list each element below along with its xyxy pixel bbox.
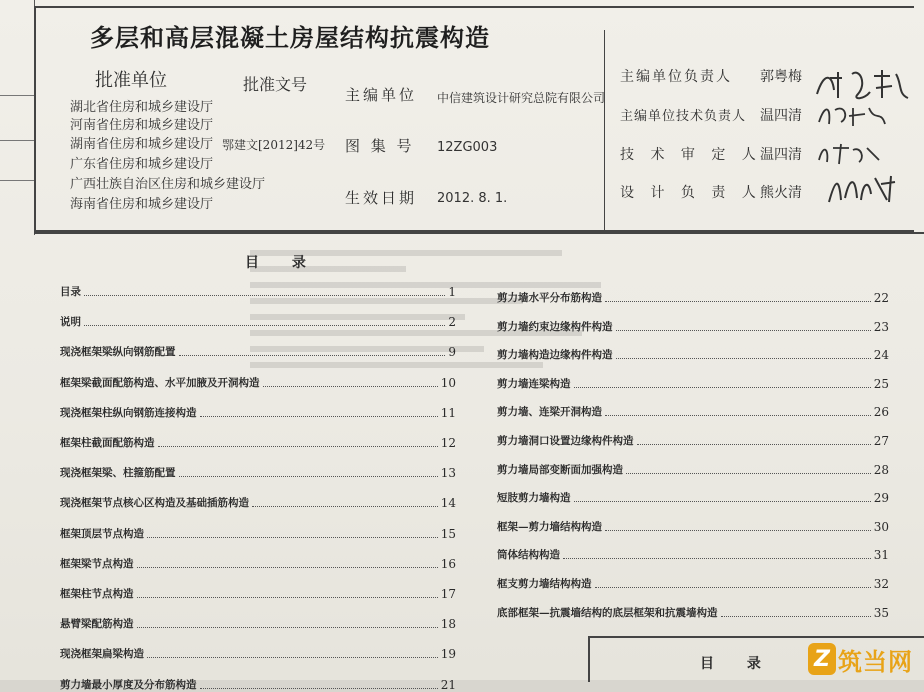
toc-entry-page: 14	[440, 496, 456, 511]
toc-entry-page: 28	[873, 462, 889, 477]
toc-leader-dots	[563, 557, 871, 559]
toc-entry	[497, 347, 889, 362]
toc-entry	[60, 405, 456, 420]
toc-entry-title: 剪力墙约束边缘构件构造	[497, 320, 613, 333]
watermark-logo	[808, 641, 920, 677]
province-6: 海南省住房和城乡建设厅	[70, 197, 214, 212]
toc-leader-dots	[605, 414, 871, 416]
chief-editor-name: 郭粤梅	[760, 69, 802, 85]
strip-cell	[0, 95, 34, 141]
toc-leader-dots	[200, 687, 438, 689]
signature-2	[815, 100, 895, 130]
toc-entry-page: 16	[440, 556, 456, 571]
atlas-no-value: 12ZG003	[437, 140, 498, 155]
toc-leader-dots	[137, 566, 438, 568]
toc-entry	[60, 435, 456, 450]
toc-leader-dots	[605, 300, 871, 302]
binding-strip	[0, 0, 35, 235]
toc-entry-page: 27	[873, 434, 889, 448]
toc-leader-dots	[200, 415, 438, 417]
toc-entry-page: 9	[448, 345, 456, 360]
toc-entry-title: 框架梁截面配筋构造、水平加腋及开洞构造	[60, 376, 260, 389]
reviewer-name: 温四清	[760, 147, 802, 163]
toc-title: 目 录	[245, 255, 320, 271]
toc-entry-title: 现浇框架节点核心区构造及基础插筋构造	[60, 497, 249, 510]
approval-doc-value: 鄂建文[2012]42号	[222, 138, 326, 152]
toc-entry-title: 悬臂梁配筋构造	[60, 618, 134, 631]
technical-lead-name: 温四清	[760, 108, 802, 124]
editor-unit-label: 主编单位	[345, 86, 418, 104]
toc-entry-title: 框架—剪力墙结构构造	[497, 520, 602, 533]
toc-leader-dots	[616, 357, 871, 359]
toc-leader-dots	[84, 324, 445, 326]
approval-unit-label: 批准单位	[95, 70, 167, 91]
toc-entry-title: 框架梁节点构造	[60, 557, 134, 570]
editor-unit-value: 中信建筑设计研究总院有限公司	[437, 91, 606, 105]
toc-leader-dots	[574, 386, 871, 388]
technical-lead-role: 主编单位技术负责人	[620, 109, 747, 124]
toc-leader-dots	[137, 626, 438, 628]
toc-entry-page: 30	[873, 519, 889, 534]
approval-doc-label: 批准文号	[243, 75, 308, 94]
toc-leader-dots	[147, 656, 438, 658]
toc-leader-dots	[574, 500, 871, 502]
strip-cell	[0, 140, 34, 181]
toc-entry-title: 剪力墙最小厚度及分布筋构造	[60, 678, 197, 691]
toc-entry	[60, 314, 456, 329]
signature-3	[815, 140, 885, 168]
toc-leader-dots	[137, 596, 438, 598]
toc-entry	[497, 433, 889, 448]
toc-entry-page: 12	[440, 436, 456, 450]
toc-entry	[60, 495, 456, 510]
toc-leader-dots	[605, 529, 871, 531]
toc-entry-title: 剪力墙、连梁开洞构造	[497, 406, 602, 419]
toc-entry-title: 底部框架—抗震墙结构的底层框架和抗震墙构造	[497, 606, 718, 619]
toc-entry-page: 11	[440, 405, 456, 420]
toc-entry-page: 22	[873, 291, 889, 305]
toc-entry	[497, 462, 889, 477]
province-3: 湖南省住房和城乡建设厅	[70, 137, 214, 152]
toc-entry	[60, 556, 456, 571]
toc-leader-dots	[616, 329, 871, 331]
atlas-no-label: 图 集 号	[345, 137, 415, 155]
province-4: 广东省住房和城乡建设厅	[70, 157, 214, 172]
document-title: 多层和高层混凝土房屋结构抗震构造	[90, 23, 490, 52]
toc-entry-page: 35	[873, 605, 889, 620]
reviewer-role: 技 术 审 定 人	[620, 147, 762, 163]
toc-entry	[60, 526, 456, 541]
toc-entry	[497, 547, 889, 562]
toc-leader-dots	[637, 443, 871, 445]
effective-date-value: 2012. 8. 1.	[437, 191, 508, 206]
toc-leader-dots	[158, 445, 438, 447]
logo-text: 筑当网	[838, 647, 913, 676]
toc-entry-page: 19	[440, 647, 456, 662]
toc-leader-dots	[179, 475, 438, 477]
toc-entry	[60, 646, 456, 661]
toc-entry-page: 31	[873, 548, 889, 563]
toc-entry-title: 框架顶层节点构造	[60, 527, 144, 540]
logo-mark-icon: Z	[808, 643, 836, 675]
design-lead-name: 熊火清	[760, 185, 802, 201]
title-block-divider	[604, 30, 605, 232]
toc-entry	[60, 586, 456, 601]
toc-entry-title: 说明	[60, 316, 81, 329]
toc-entry-title: 短肢剪力墙构造	[497, 492, 571, 505]
toc-entry-title: 现浇框架柱纵向钢筋连接构造	[60, 406, 197, 419]
toc-entry-title: 剪力墙洞口设置边缘构件构造	[497, 435, 634, 447]
toc-entry-page: 25	[873, 376, 889, 391]
toc-entry-page: 10	[440, 375, 456, 390]
toc-entry-title: 框架柱截面配筋构造	[60, 437, 155, 449]
toc-leader-dots	[263, 385, 438, 387]
toc-entry-page: 15	[440, 526, 456, 541]
toc-entry-page: 1	[448, 285, 456, 299]
toc-leader-dots	[626, 472, 871, 474]
toc-entry	[497, 404, 889, 419]
toc-entry	[497, 319, 889, 334]
province-5: 广西壮族自治区住房和城乡建设厅	[70, 177, 266, 192]
toc-entry-title: 框架柱节点构造	[60, 588, 134, 600]
toc-entry-title: 筒体结构构造	[497, 549, 560, 562]
toc-entry-title: 剪力墙水平分布筋构造	[497, 292, 602, 304]
toc-entry	[60, 284, 456, 299]
toc-entry	[497, 490, 889, 505]
toc-entry-title: 框支剪力墙结构构造	[497, 578, 592, 590]
toc-entry-title: 现浇框架扁梁构造	[60, 648, 144, 661]
toc-entry	[60, 465, 456, 480]
toc-entry-title: 目录	[60, 286, 81, 298]
province-2: 河南省住房和城乡建设厅	[70, 118, 214, 133]
effective-date-label: 生效日期	[345, 189, 418, 207]
toc-entry-page: 26	[873, 405, 889, 420]
signature-4	[825, 170, 905, 206]
toc-leader-dots	[179, 354, 446, 356]
toc-entry	[60, 375, 456, 390]
toc-entry-page: 18	[440, 617, 456, 632]
toc-entry	[497, 576, 889, 591]
strip-cell	[0, 0, 34, 96]
toc-entry	[60, 344, 456, 359]
toc-entry-title: 现浇框架梁纵向钢筋配置	[60, 346, 176, 359]
toc-entry-page: 23	[873, 319, 889, 334]
toc-entry-page: 32	[873, 577, 889, 591]
toc-leader-dots	[721, 615, 871, 617]
toc-leader-dots	[84, 294, 445, 296]
toc-entry	[497, 376, 889, 391]
toc-entry-page: 13	[440, 466, 456, 481]
toc-entry-page: 2	[448, 315, 456, 330]
toc-leader-dots	[147, 536, 438, 538]
toc-entry	[497, 290, 889, 305]
toc-entry-title: 剪力墙构造边缘构件构造	[497, 349, 613, 362]
toc-entry	[497, 605, 889, 620]
toc-entry-title: 剪力墙连梁构造	[497, 377, 571, 390]
strip-cell	[0, 180, 34, 235]
signature-1	[812, 64, 912, 104]
toc-entry-page: 17	[440, 587, 456, 601]
toc-entry-title: 剪力墙局部变断面加强构造	[497, 463, 623, 476]
toc-entry-page: 21	[440, 677, 456, 692]
province-1: 湖北省住房和城乡建设厅	[70, 100, 214, 115]
toc-entry-page: 29	[873, 491, 889, 506]
chief-editor-role: 主编单位负责人	[620, 69, 732, 85]
footer-title: 目 录	[700, 656, 775, 672]
design-lead-role: 设 计 负 责 人	[620, 185, 762, 201]
toc-entry-title: 现浇框架梁、柱箍筋配置	[60, 467, 176, 480]
toc-leader-dots	[252, 505, 438, 507]
toc-entry	[60, 616, 456, 631]
toc-entry-page: 24	[873, 348, 889, 363]
toc-leader-dots	[595, 586, 871, 588]
toc-entry	[60, 677, 456, 692]
toc-entry	[497, 519, 889, 534]
title-block-bottom-rule	[34, 232, 924, 234]
